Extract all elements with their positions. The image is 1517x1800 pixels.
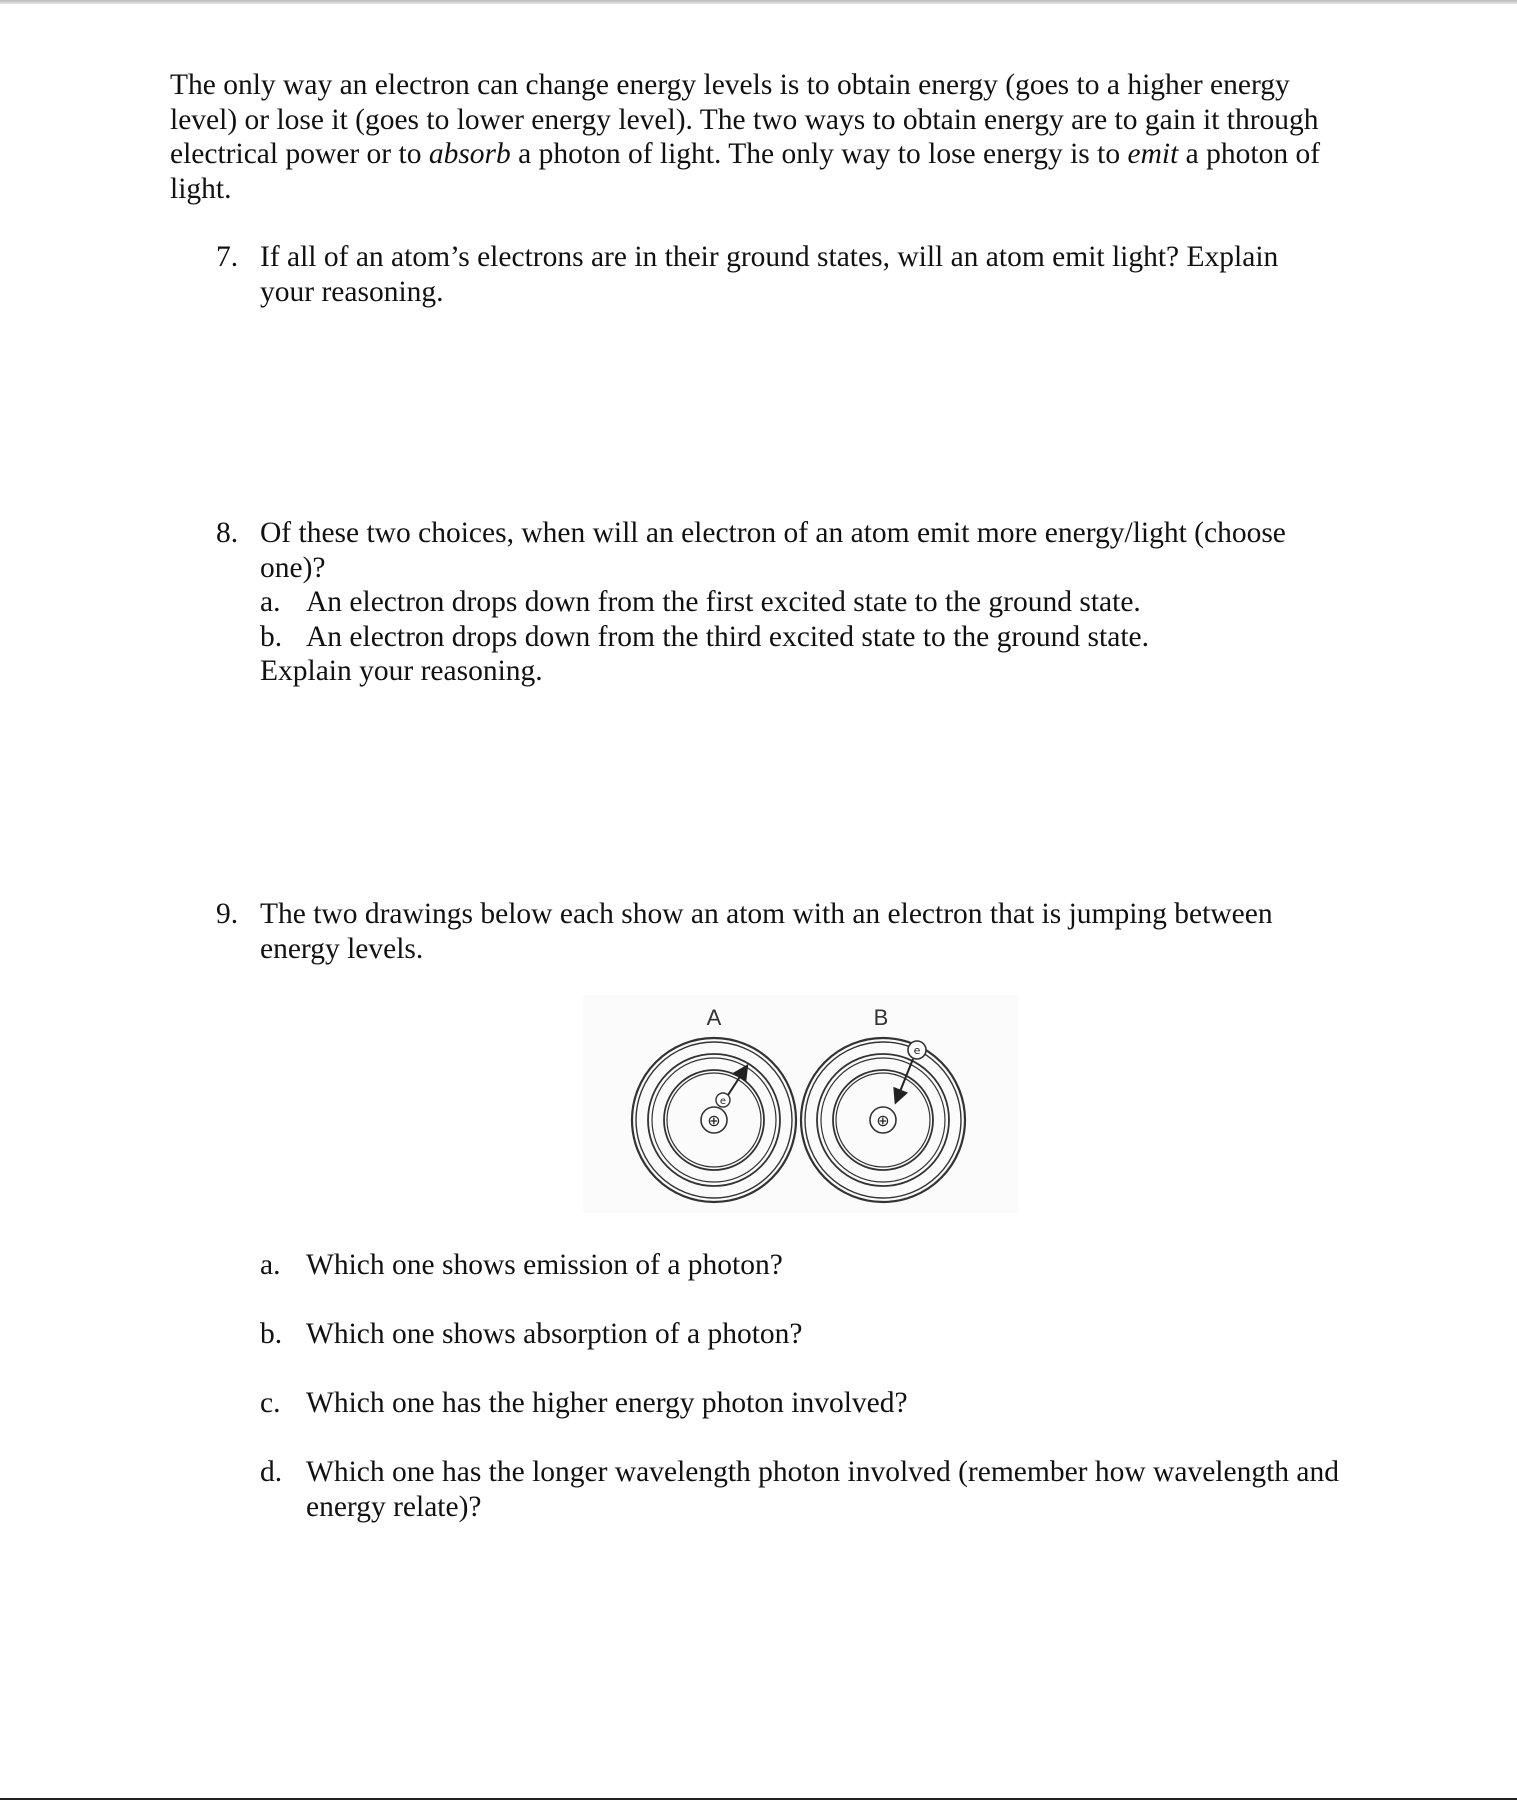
question-9-sub-b — [260, 1317, 1366, 1352]
sub-text: Which one shows absorption of a photon? — [306, 1318, 803, 1350]
question-9-sub-c — [260, 1386, 1366, 1421]
sub-text: Which one shows emission of a photon? — [306, 1249, 783, 1281]
figure-label-b: B — [873, 1005, 889, 1030]
question-8-option-a — [260, 585, 1331, 620]
figure-label-a: A — [706, 1005, 722, 1030]
intro-text-3: a photon of light. — [170, 138, 1321, 205]
question-8-followup: Explain your reasoning. — [260, 655, 543, 687]
option-text: An electron drops down from the first excited state to the ground state. — [306, 586, 1141, 618]
electron-symbol-b: e — [913, 1044, 921, 1057]
intro-text-1: The only way an electron can change energy levels is to obtain energy (goes to a higher energy level) or lose it (goes to lower energy level). The two ways to obtain energy are to gain it through electrical power or to — [170, 69, 1319, 170]
question-7 — [216, 240, 1331, 309]
electron-symbol-a: e — [719, 1096, 727, 1107]
question-7-number: 7. — [216, 241, 239, 273]
question-7-text: If all of an atom’s electrons are in their ground states, will an atom emit light? Explain your reasoning. — [260, 241, 1279, 308]
question-9-number: 9. — [216, 898, 239, 930]
atom-diagram-svg — [583, 995, 1018, 1213]
page-top-shadow — [0, 0, 1517, 4]
question-9-text: The two drawings below each show an atom with an electron that is jumping between energy levels. — [260, 898, 1273, 965]
question-8 — [216, 516, 1331, 689]
option-letter: b. — [260, 620, 283, 653]
nucleus-symbol-a: ⊕ — [707, 1111, 721, 1130]
sub-letter: b. — [260, 1318, 283, 1350]
question-8-number: 8. — [216, 517, 239, 549]
intro-text-2: a photon of light. The only way to lose energy is to — [510, 138, 1128, 170]
question-9 — [216, 897, 1331, 966]
question-9-sub-d — [260, 1455, 1366, 1524]
intro-emit-word: emit — [1127, 138, 1179, 170]
option-letter: a. — [260, 586, 281, 618]
question-8-text: Of these two choices, when will an electron of an atom emit more energy/light (choose one)? — [260, 517, 1286, 584]
sub-text: Which one has the longer wavelength photon involved (remember how wavelength and energy relate)? — [306, 1456, 1340, 1523]
question-9-sub-a — [260, 1248, 1366, 1283]
atom-diagram — [583, 995, 1018, 1213]
sub-letter: a. — [260, 1249, 281, 1281]
intro-paragraph — [170, 68, 1350, 206]
intro-absorb-word: absorb — [428, 138, 511, 170]
option-text: An electron drops down from the third excited state to the ground state. — [306, 620, 1149, 653]
document-body — [170, 68, 1350, 206]
nucleus-symbol-b: ⊕ — [876, 1111, 890, 1130]
question-8-option-b — [260, 620, 1331, 655]
sub-text: Which one has the higher energy photon involved? — [306, 1387, 908, 1419]
sub-letter: c. — [260, 1387, 281, 1419]
sub-letter: d. — [260, 1456, 283, 1488]
